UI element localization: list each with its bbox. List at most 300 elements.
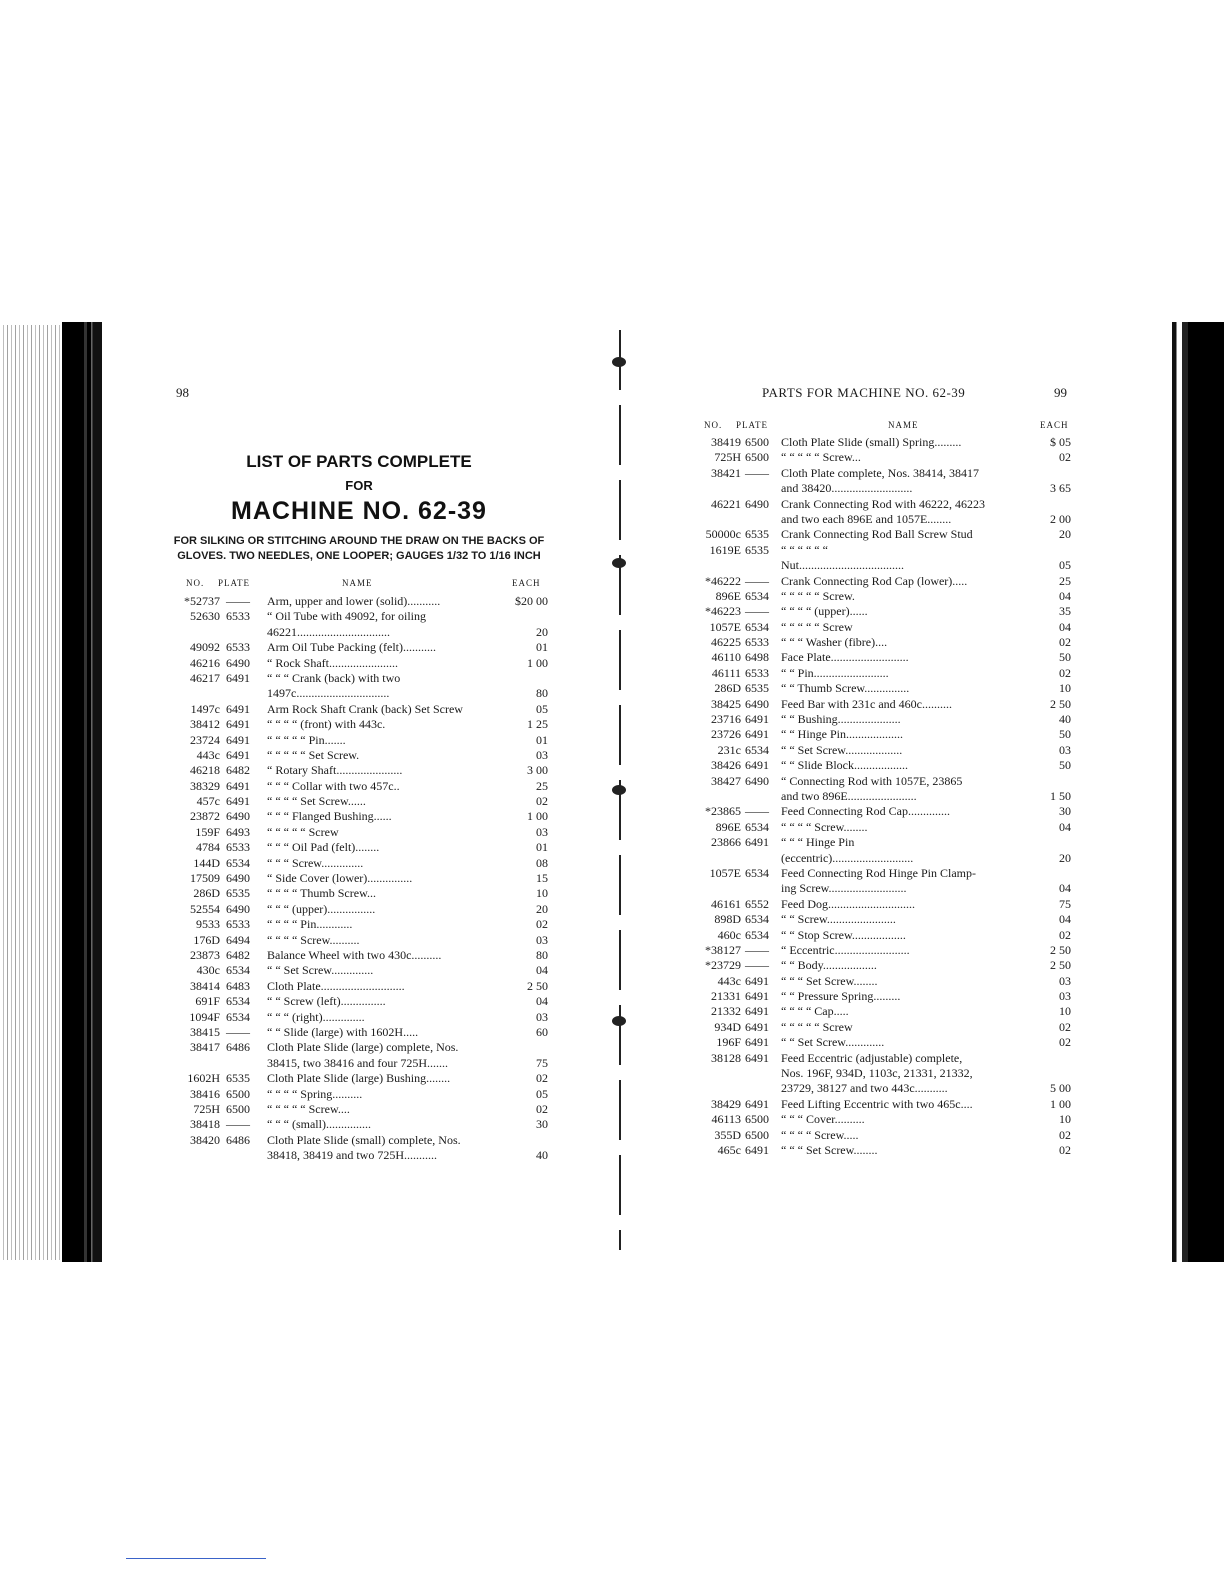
plate-number: 6491	[745, 1019, 769, 1034]
table-row	[176, 733, 548, 748]
table-row	[176, 1071, 548, 1086]
part-number: 21332	[711, 1004, 741, 1019]
plate-number: 6491	[745, 835, 769, 850]
part-name: “ “ “ “ “ Set Screw.	[267, 747, 360, 762]
part-number: 46216	[190, 655, 220, 670]
part-number: 38329	[190, 778, 220, 793]
part-price: 50	[1059, 758, 1071, 773]
part-name: “ “ “ Screw..............	[267, 855, 364, 870]
part-name: Cloth Plate Slide (small) complete, Nos.	[267, 1132, 461, 1147]
plate-number: 6491	[745, 1050, 769, 1065]
part-number: *38127	[705, 942, 741, 957]
table-row	[176, 656, 548, 671]
plate-number: 6491	[745, 1142, 769, 1157]
table-row	[695, 466, 1071, 481]
table-row	[176, 594, 548, 609]
part-name: Cloth Plate complete, Nos. 38414, 38417	[781, 465, 979, 480]
part-name: Crank Connecting Rod Cap (lower).....	[781, 573, 968, 588]
table-row	[176, 763, 548, 778]
part-price: 1 00	[1050, 1096, 1071, 1111]
table-row	[695, 758, 1071, 773]
part-number: 934D	[714, 1019, 741, 1034]
part-name: “ “ “ “ Pin............	[267, 917, 353, 932]
table-row	[695, 620, 1071, 635]
part-name: “ “ Slide (large) with 1602H.....	[267, 1024, 419, 1039]
part-price: 10	[1059, 681, 1071, 696]
part-name: “ Side Cover (lower)...............	[267, 871, 413, 886]
plate-number: 6534	[745, 588, 769, 603]
part-name: “ “ “ “ (upper)......	[781, 604, 868, 619]
part-price: 50	[1059, 650, 1071, 665]
plate-number: 6500	[745, 1112, 769, 1127]
table-row	[176, 979, 548, 994]
table-row	[176, 963, 548, 978]
table-row	[695, 681, 1071, 696]
part-number: 896E	[715, 588, 741, 603]
plate-number: 6482	[226, 763, 250, 778]
right-binding-shadow	[1166, 322, 1224, 1262]
part-name: “ “ Set Screw...................	[781, 742, 903, 757]
part-number: *52737	[184, 594, 220, 608]
table-row	[176, 1025, 548, 1040]
plate-number: ——	[745, 942, 769, 957]
part-number: 460c	[717, 927, 741, 942]
table-row	[176, 1010, 548, 1025]
plate-number: ——	[745, 604, 769, 619]
part-name: “ “ Screw.......................	[781, 912, 896, 927]
part-number: 38421	[711, 465, 741, 480]
subtitle	[170, 534, 548, 564]
part-number: 1057E	[709, 619, 741, 634]
plate-number: ——	[745, 465, 769, 480]
table-row	[695, 512, 1071, 527]
part-number: 23716	[711, 712, 741, 727]
part-price: 40	[536, 1148, 548, 1163]
part-price: 02	[1059, 1035, 1071, 1050]
table-row	[176, 994, 548, 1009]
part-price: 03	[536, 1009, 548, 1024]
part-price: 1 00	[527, 655, 548, 670]
part-name: “ “ “ Hinge Pin	[781, 835, 855, 850]
title-list-of-parts: LIST OF PARTS COMPLETE	[246, 452, 472, 471]
part-price: 04	[1059, 619, 1071, 634]
part-name: “ Connecting Rod with 1057E, 23865	[781, 773, 963, 788]
col-header-name: NAME	[342, 578, 373, 588]
part-name: “ “ “ “ “ “	[781, 542, 828, 557]
plate-number: 6533	[745, 635, 769, 650]
table-row	[176, 1133, 548, 1148]
part-number: 46113	[711, 1112, 741, 1127]
plate-number: 6535	[745, 542, 769, 557]
part-price: 02	[536, 1101, 548, 1116]
plate-number: 6534	[745, 912, 769, 927]
part-price: 04	[1059, 912, 1071, 927]
part-price: 05	[1059, 558, 1071, 573]
part-price: 03	[536, 932, 548, 947]
part-name: “ Rock Shaft.......................	[267, 655, 398, 670]
plate-number: 6552	[745, 896, 769, 911]
table-row	[695, 912, 1071, 927]
plate-number: 6490	[745, 496, 769, 511]
left-folio: 98	[176, 385, 189, 400]
part-name: “ “ “ Cover..........	[781, 1112, 865, 1127]
part-price: 25	[536, 778, 548, 793]
part-number: 1497c	[190, 701, 220, 716]
table-row	[695, 1097, 1071, 1112]
part-name: Feed Dog.............................	[781, 896, 915, 911]
gutter-mark	[612, 785, 626, 795]
part-name: Feed Eccentric (adjustable) complete,	[781, 1050, 963, 1065]
part-number: 176D	[193, 932, 220, 947]
plate-number: 6493	[226, 824, 250, 839]
table-row	[695, 881, 1071, 896]
plate-number: 6534	[745, 742, 769, 757]
part-name: “ “ “ “ “ Screw	[781, 1019, 853, 1034]
table-row	[176, 1102, 548, 1117]
plate-number: ——	[226, 594, 250, 608]
table-row	[176, 609, 548, 624]
col-header-plate: PLATE	[218, 578, 250, 588]
part-price: 1 50	[1050, 788, 1071, 803]
part-price: 02	[1059, 1142, 1071, 1157]
part-name: “ “ Set Screw.............	[781, 1035, 885, 1050]
part-name: “ “ “ “ “ Pin.......	[267, 732, 346, 747]
part-name: 38415, two 38416 and four 725H.......	[267, 1055, 448, 1070]
part-number: 38426	[711, 758, 741, 773]
table-row	[695, 1081, 1071, 1096]
plate-number: 6491	[226, 747, 250, 762]
part-number: 38420	[190, 1132, 220, 1147]
part-name: Arm, upper and lower (solid)...........	[267, 594, 441, 608]
part-number: 355D	[714, 1127, 741, 1142]
plate-number: 6491	[226, 670, 250, 685]
table-row	[695, 1066, 1071, 1081]
table-row	[695, 481, 1071, 496]
plate-number: 6491	[226, 794, 250, 809]
running-head: PARTS FOR MACHINE NO. 62-39	[762, 385, 966, 400]
part-name: “ “ “ (small)...............	[267, 1117, 371, 1132]
part-name: “ “ “ “ Screw.....	[781, 1127, 859, 1142]
part-name: “ “ “ “ Screw..........	[267, 932, 360, 947]
table-row	[695, 974, 1071, 989]
table-row	[695, 897, 1071, 912]
table-row	[176, 640, 548, 655]
part-number: 46110	[711, 650, 741, 665]
table-row	[695, 1020, 1071, 1035]
part-name: “ “ “ “ Cap.....	[781, 1004, 849, 1019]
right-folio: 99	[1054, 385, 1067, 400]
table-row	[695, 943, 1071, 958]
plate-number: 6533	[226, 917, 250, 932]
plate-number: 6534	[226, 855, 250, 870]
table-row	[176, 1040, 548, 1055]
table-row	[176, 779, 548, 794]
part-number: *23729	[705, 958, 741, 973]
part-name: (eccentric)...........................	[781, 850, 914, 865]
part-price: 04	[1059, 819, 1071, 834]
part-name: Feed Connecting Rod Cap..............	[781, 804, 950, 819]
part-number: 691F	[195, 994, 220, 1009]
part-number: *46223	[705, 604, 741, 619]
part-name: 1497c...............................	[267, 686, 390, 701]
part-price: 30	[1059, 804, 1071, 819]
part-price: 2 00	[1050, 511, 1071, 526]
part-number: 1057E	[709, 865, 741, 880]
part-name: “ “ “ “ Thumb Screw...	[267, 886, 376, 901]
part-price: 10	[1059, 1004, 1071, 1019]
title-for: FOR	[345, 478, 373, 493]
part-number: 443c	[717, 973, 741, 988]
part-price: 05	[536, 1086, 548, 1101]
part-number: 21331	[711, 989, 741, 1004]
plate-number: 6535	[226, 886, 250, 901]
plate-number: 6533	[745, 665, 769, 680]
part-number: 23873	[190, 947, 220, 962]
part-number: 46218	[190, 763, 220, 778]
part-name: “ “ “ (right)..............	[267, 1009, 365, 1024]
part-number: 46217	[190, 670, 220, 685]
part-price: 03	[1059, 973, 1071, 988]
part-number: 725H	[193, 1101, 220, 1116]
col-header-each: EACH	[1040, 420, 1069, 430]
part-number: 896E	[715, 819, 741, 834]
part-number: 38419	[711, 435, 741, 449]
subtitle-line-2: GLOVES. TWO NEEDLES, ONE LOOPER; GAUGES 1/32 TO 1/16 INCH	[177, 550, 541, 562]
part-price: 02	[536, 917, 548, 932]
table-row	[695, 558, 1071, 573]
part-price: 80	[536, 686, 548, 701]
part-name: and 38420...........................	[781, 481, 913, 496]
plate-number: 6490	[745, 773, 769, 788]
part-number: 23866	[711, 835, 741, 850]
plate-number: 6533	[226, 640, 250, 655]
plate-number: 6534	[226, 1009, 250, 1024]
part-price: 20	[1059, 850, 1071, 865]
part-name: “ “ “ (upper)................	[267, 901, 376, 916]
part-name: “ “ Thumb Screw...............	[781, 681, 910, 696]
part-name: 46221...............................	[267, 624, 390, 639]
part-price: 1 00	[527, 809, 548, 824]
table-row	[176, 948, 548, 963]
part-price: 75	[1059, 896, 1071, 911]
part-price: 02	[1059, 927, 1071, 942]
part-price: 20	[536, 901, 548, 916]
part-number: *46222	[705, 573, 741, 588]
plate-number: 6491	[226, 701, 250, 716]
table-row	[695, 697, 1071, 712]
part-name: “ “ Bushing.....................	[781, 712, 901, 727]
table-row	[695, 774, 1071, 789]
plate-number: 6483	[226, 978, 250, 993]
part-price: 80	[536, 947, 548, 962]
part-price: 04	[536, 994, 548, 1009]
table-row	[695, 1112, 1071, 1127]
table-row	[695, 989, 1071, 1004]
plate-number: 6491	[745, 1096, 769, 1111]
left-parts-table	[176, 594, 548, 1163]
table-row	[176, 702, 548, 717]
plate-number: 6534	[745, 819, 769, 834]
part-number: 38427	[711, 773, 741, 788]
table-row	[695, 1143, 1071, 1158]
table-row	[695, 666, 1071, 681]
part-price: 03	[536, 747, 548, 762]
right-parts-table	[695, 435, 1071, 1158]
part-name: “ Eccentric.........................	[781, 942, 910, 957]
table-row	[176, 1056, 548, 1071]
col-header-plate: PLATE	[736, 420, 768, 430]
table-row	[695, 574, 1071, 589]
part-name: and two 896E.......................	[781, 788, 917, 803]
part-name: “ “ “ “ “ Screw.	[781, 588, 855, 603]
plate-number: 6498	[745, 650, 769, 665]
part-number: 1094F	[189, 1009, 220, 1024]
plate-number: 6500	[226, 1101, 250, 1116]
table-row	[695, 743, 1071, 758]
table-row	[695, 835, 1071, 850]
plate-number: 6534	[745, 865, 769, 880]
plate-number: 6490	[745, 696, 769, 711]
part-name: “ “ “ Set Screw........	[781, 1142, 878, 1157]
plate-number: ——	[745, 958, 769, 973]
part-price: $ 05	[1050, 435, 1071, 449]
part-number: 52554	[190, 901, 220, 916]
part-price: 60	[536, 1024, 548, 1039]
plate-number: 6500	[745, 450, 769, 465]
title-machine-number: MACHINE NO. 62-39	[231, 497, 487, 525]
part-name: Arm Oil Tube Packing (felt)...........	[267, 640, 436, 655]
left-binding-shadow	[62, 322, 102, 1262]
part-price: 10	[1059, 1112, 1071, 1127]
table-row	[176, 840, 548, 855]
table-row	[176, 686, 548, 701]
gutter-mark	[612, 558, 626, 568]
table-row	[695, 604, 1071, 619]
table-row	[176, 1117, 548, 1132]
part-number: 443c	[196, 747, 220, 762]
plate-number: 6535	[226, 1071, 250, 1086]
table-row	[176, 717, 548, 732]
part-number: 46111	[711, 665, 741, 680]
table-row	[695, 527, 1071, 542]
part-price: $20 00	[515, 594, 548, 608]
part-price: 75	[536, 1055, 548, 1070]
part-price: 01	[536, 640, 548, 655]
plate-number: 6491	[745, 973, 769, 988]
part-number: 38414	[190, 978, 220, 993]
part-name: Arm Rock Shaft Crank (back) Set Screw	[267, 701, 463, 716]
part-price: 5 00	[1050, 1081, 1071, 1096]
part-price: 50	[1059, 727, 1071, 742]
part-number: 1619E	[709, 542, 741, 557]
part-name: “ “ “ “ “ Screw...	[781, 450, 861, 465]
part-price: 20	[536, 624, 548, 639]
part-price: 02	[536, 794, 548, 809]
table-row	[176, 902, 548, 917]
part-price: 3 65	[1050, 481, 1071, 496]
col-header-no: NO.	[704, 420, 723, 430]
plate-number: 6533	[226, 840, 250, 855]
plate-number: 6491	[226, 717, 250, 732]
part-number: 1602H	[187, 1071, 220, 1086]
part-number: 38418	[190, 1117, 220, 1132]
table-row	[695, 1035, 1071, 1050]
plate-number: 6534	[745, 619, 769, 634]
gutter-mark	[612, 1016, 626, 1026]
table-row	[695, 958, 1071, 973]
part-price: 35	[1059, 604, 1071, 619]
table-row	[176, 671, 548, 686]
table-row	[176, 933, 548, 948]
part-name: “ “ “ Collar with two 457c..	[267, 778, 400, 793]
part-name: “ “ “ Crank (back) with two	[267, 670, 401, 685]
part-name: “ “ Slide Block..................	[781, 758, 908, 773]
table-row	[176, 825, 548, 840]
plate-number: 6491	[745, 712, 769, 727]
plate-number: 6486	[226, 1132, 250, 1147]
part-price: 03	[536, 824, 548, 839]
part-name: “ Oil Tube with 49092, for oiling	[267, 609, 427, 624]
part-number: 38417	[190, 1040, 220, 1055]
table-row	[176, 809, 548, 824]
table-row	[695, 1128, 1071, 1143]
part-number: 23726	[711, 727, 741, 742]
subtitle-line-1: FOR SILKING OR STITCHING AROUND THE DRAW ON THE BACKS OF	[173, 535, 545, 547]
part-number: *23865	[705, 804, 741, 819]
plate-number: ——	[745, 804, 769, 819]
part-name: “ Rotary Shaft......................	[267, 763, 403, 778]
part-price: 02	[1059, 665, 1071, 680]
table-row	[176, 1087, 548, 1102]
part-name: “ “ “ Washer (fibre)....	[781, 635, 888, 650]
plate-number: 6491	[745, 989, 769, 1004]
table-row	[176, 748, 548, 763]
plate-number: 6500	[226, 1086, 250, 1101]
table-row	[695, 589, 1071, 604]
part-name: “ “ “ “ Set Screw......	[267, 794, 366, 809]
part-name: “ “ Screw (left)...............	[267, 994, 386, 1009]
plate-number: 6490	[226, 901, 250, 916]
part-price: 2 50	[1050, 958, 1071, 973]
part-name: “ “ Body..................	[781, 958, 877, 973]
plate-number: ——	[226, 1024, 250, 1039]
part-name: “ “ “ “ “ Screw....	[267, 1101, 350, 1116]
plate-number: 6491	[226, 732, 250, 747]
plate-number: 6491	[745, 727, 769, 742]
part-name: Feed Connecting Rod Hinge Pin Clamp-	[781, 865, 976, 880]
part-price: 25	[1059, 573, 1071, 588]
part-name: and two each 896E and 1057E........	[781, 511, 952, 526]
part-price: 2 50	[1050, 696, 1071, 711]
plate-number: 6482	[226, 947, 250, 962]
part-price: 03	[1059, 989, 1071, 1004]
table-row	[695, 727, 1071, 742]
part-name: 23729, 38127 and two 443c...........	[781, 1081, 948, 1096]
part-price: 15	[536, 871, 548, 886]
part-name: “ “ “ “ Spring..........	[267, 1086, 363, 1101]
part-name: “ “ Pin.........................	[781, 665, 889, 680]
part-price: 01	[536, 732, 548, 747]
part-price: 20	[1059, 527, 1071, 542]
part-price: 02	[1059, 635, 1071, 650]
part-name: Cloth Plate Slide (large) Bushing........	[267, 1071, 451, 1086]
left-page-edges	[0, 325, 62, 1260]
part-name: “ “ “ Oil Pad (felt)........	[267, 840, 380, 855]
part-name: Cloth Plate............................	[267, 978, 405, 993]
part-name: 38418, 38419 and two 725H...........	[267, 1148, 437, 1163]
part-name: Crank Connecting Rod with 46222, 46223	[781, 496, 985, 511]
plate-number: 6533	[226, 609, 250, 624]
